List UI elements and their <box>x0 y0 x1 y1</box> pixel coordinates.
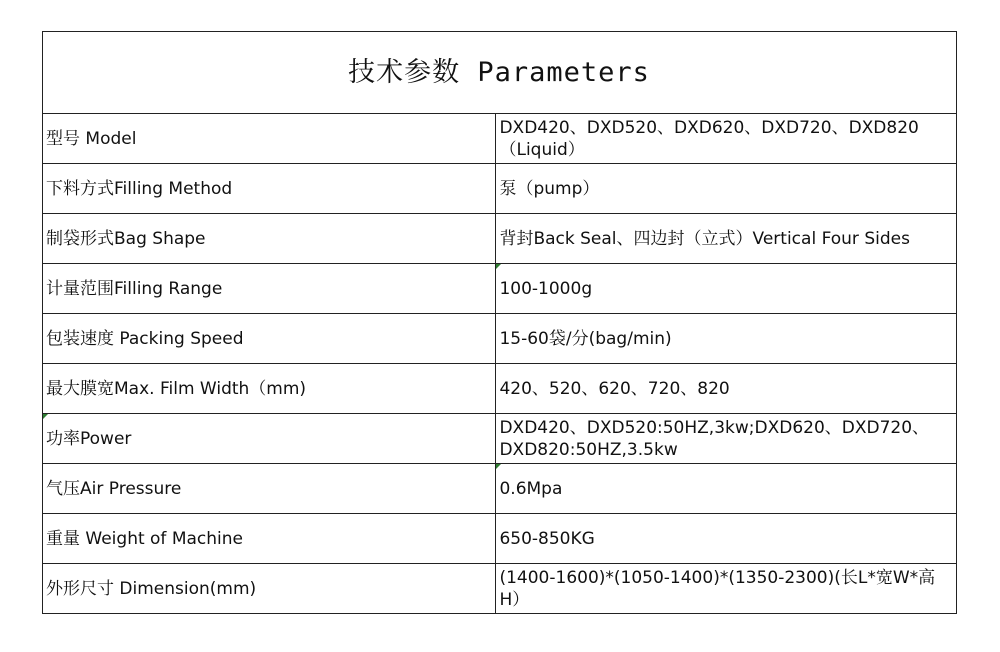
table-row <box>43 414 957 464</box>
table-row <box>43 164 957 214</box>
row-label: 最大膜宽Max. Film Width（mm) <box>43 364 496 414</box>
table-row <box>43 264 957 314</box>
row-value: 泵（pump） <box>496 164 957 214</box>
table-row <box>43 114 957 164</box>
row-value-text: 100-1000g <box>499 278 593 299</box>
row-label: 外形尺寸 Dimension(mm) <box>43 564 496 614</box>
table-row <box>43 514 957 564</box>
cell-comment-marker <box>496 264 501 269</box>
table-row <box>43 314 957 364</box>
parameters-table <box>42 31 957 614</box>
row-value <box>496 464 957 514</box>
row-value: (1400-1600)*(1050-1400)*(1350-2300)(长L*宽W*高H） <box>496 564 957 614</box>
table-row <box>43 564 957 614</box>
row-value: 15-60袋/分(bag/min) <box>496 314 957 364</box>
row-value: 背封Back Seal、四边封（立式）Vertical Four Sides <box>496 214 957 264</box>
row-value: 420、520、620、720、820 <box>496 364 957 414</box>
row-value-text: 0.6Mpa <box>499 478 563 499</box>
row-label <box>43 414 496 464</box>
cell-comment-marker <box>496 464 501 469</box>
row-value: DXD420、DXD520:50HZ,3kw;DXD620、DXD720、DXD820:50HZ,3.5kw <box>496 414 957 464</box>
row-label: 包装速度 Packing Speed <box>43 314 496 364</box>
table-title: 技术参数 Parameters <box>43 32 957 114</box>
row-label: 重量 Weight of Machine <box>43 514 496 564</box>
row-label: 计量范围Filling Range <box>43 264 496 314</box>
title-row <box>43 32 957 114</box>
row-label: 型号 Model <box>43 114 496 164</box>
row-value: DXD420、DXD520、DXD620、DXD720、DXD820（Liquid） <box>496 114 957 164</box>
table-row <box>43 464 957 514</box>
cell-comment-marker <box>43 414 48 419</box>
row-value: 650-850KG <box>496 514 957 564</box>
row-label: 制袋形式Bag Shape <box>43 214 496 264</box>
row-label-text: 功率Power <box>46 428 132 449</box>
row-value <box>496 264 957 314</box>
row-label: 气压Air Pressure <box>43 464 496 514</box>
table-row <box>43 214 957 264</box>
table-row <box>43 364 957 414</box>
row-label: 下料方式Filling Method <box>43 164 496 214</box>
